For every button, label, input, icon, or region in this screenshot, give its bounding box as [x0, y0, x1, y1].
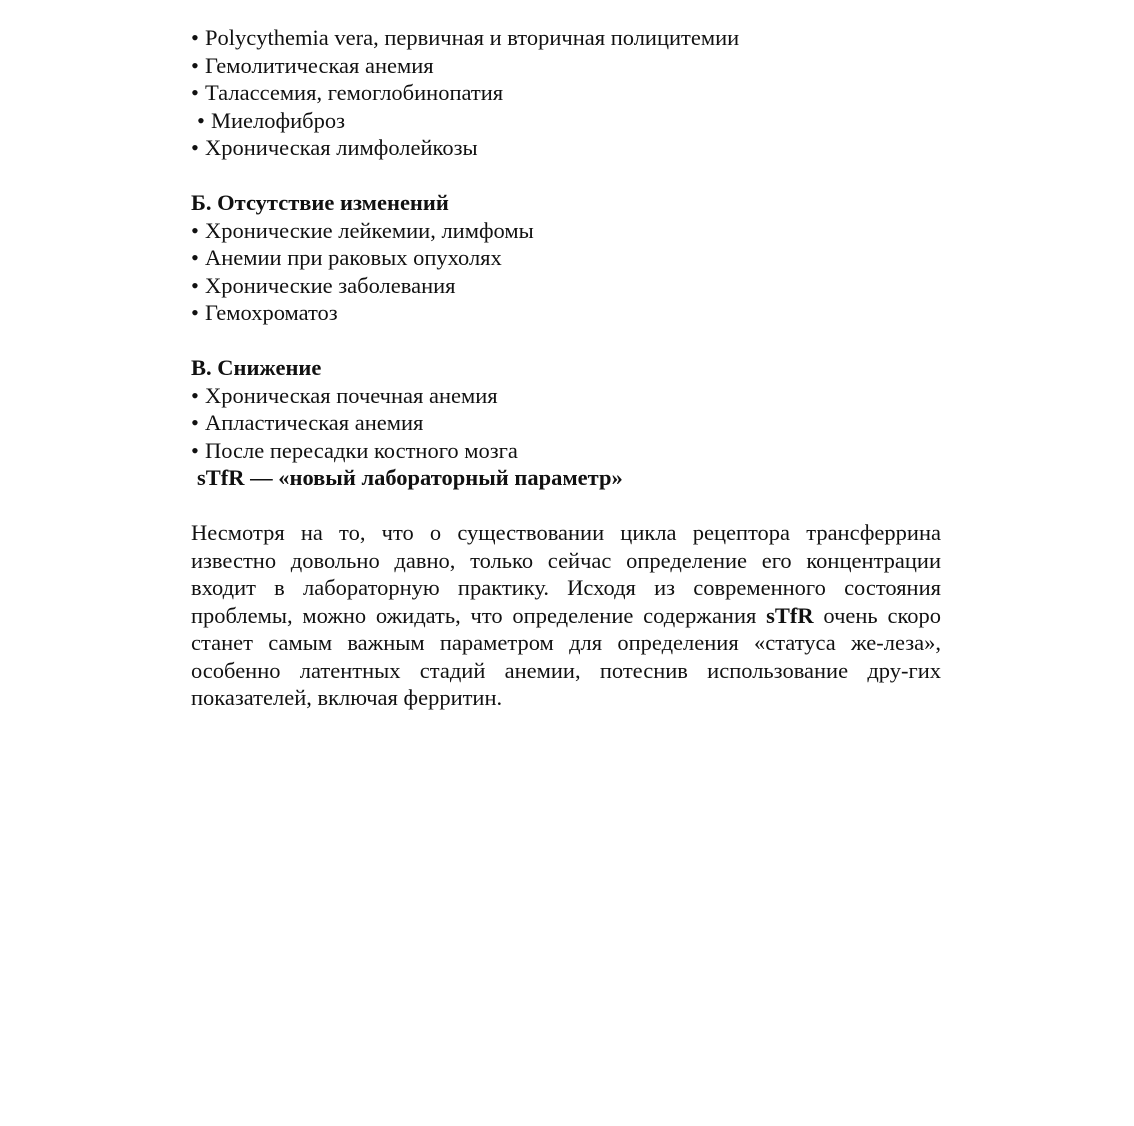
list-item: • После пересадки костного мозга — [191, 437, 518, 463]
list-item: • Миелофиброз — [197, 107, 345, 133]
spacer — [191, 327, 941, 355]
stfr-heading: sTfR — «новый лабораторный параметр» — [197, 465, 623, 490]
bullet-icon: • — [191, 245, 199, 270]
list-item: • Хроническая почечная анемия — [191, 382, 498, 408]
list-item: • Polycythemia vera, первичная и вторичная полицитемии — [191, 25, 740, 50]
bullet-icon: • — [191, 382, 199, 408]
bullet-icon: • — [191, 272, 199, 298]
section-c-list — [191, 382, 941, 465]
list-item: • Хронические лейкемии, лимфомы — [191, 217, 534, 243]
spacer — [191, 492, 941, 520]
bullet-icon: • — [191, 437, 199, 463]
bullet-icon: • — [191, 80, 199, 105]
stfr-inline-bold: sTfR — [766, 602, 814, 628]
list-item: • Апластическая анемия — [191, 410, 424, 435]
bullet-icon: • — [191, 217, 199, 243]
bullet-icon: • — [191, 52, 199, 78]
section-b-list — [191, 217, 941, 327]
bullet-icon: • — [191, 135, 199, 160]
section-b-heading: Б. Отсутствие изменений — [191, 190, 449, 215]
section-c-heading: В. Снижение — [191, 355, 322, 380]
spacer — [191, 162, 941, 190]
body-paragraph: Несмотря на то, что о существовании цикла рецептора трансферрина известно довольно давно, только сейчас определение его концентрации входит в лабораторную практику. Исходя из современного состояния проблемы, можно ожидать, что определение содержания sTfR очень скоро станет самым важным параметром для определения «статуса же-леза», особенно латентных стадий анемии, потеснив использование дру-гих показателей, включая ферритин. — [191, 520, 941, 710]
document-page — [191, 24, 941, 712]
section-a-list — [191, 24, 941, 162]
bullet-icon: • — [191, 300, 199, 325]
list-item: • Хроническая лимфолейкозы — [191, 135, 478, 160]
bullet-icon: • — [197, 107, 205, 133]
list-item: • Талассемия, гемоглобинопатия — [191, 80, 504, 105]
bullet-icon: • — [191, 410, 199, 435]
list-item: • Анемии при раковых опухолях — [191, 245, 502, 270]
bullet-icon: • — [191, 25, 199, 50]
list-item: • Гемолитическая анемия — [191, 52, 434, 78]
list-item: • Хронические заболевания — [191, 272, 456, 298]
list-item: • Гемохроматоз — [191, 300, 338, 325]
